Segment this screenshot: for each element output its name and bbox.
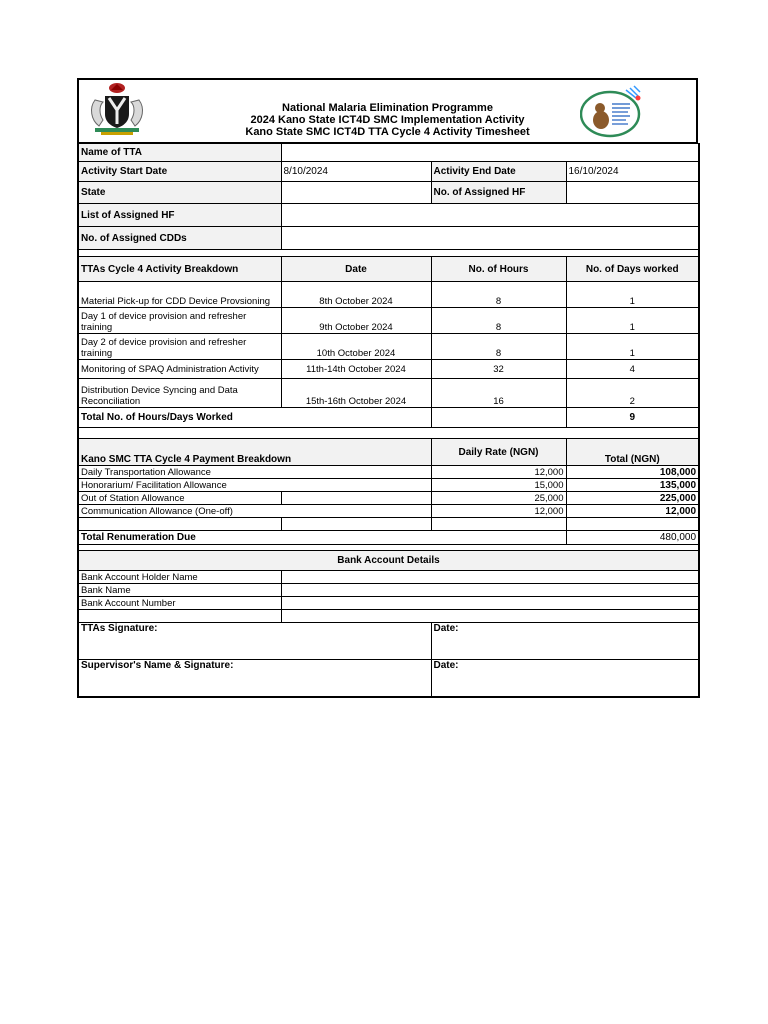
divider bbox=[78, 250, 699, 257]
activity-cell: Day 1 of device provision and refresher training bbox=[78, 308, 281, 334]
state-label: State bbox=[78, 182, 281, 204]
tta-signature-field[interactable]: TTAs Signature: bbox=[78, 623, 431, 660]
total-cell: 12,000 bbox=[566, 505, 699, 518]
daily-rate-cell[interactable]: 25,000 bbox=[431, 492, 566, 505]
total-renumeration-label: Total Renumeration Due bbox=[78, 531, 566, 545]
table-row bbox=[78, 334, 699, 360]
total-renumeration-value: 480,000 bbox=[566, 531, 699, 545]
empty-cell bbox=[566, 518, 699, 531]
empty-cell bbox=[431, 518, 566, 531]
state-field[interactable] bbox=[281, 182, 431, 204]
hours-header: No. of Hours bbox=[431, 257, 566, 282]
table-row bbox=[78, 505, 699, 518]
bank-number-label: Bank Account Number bbox=[78, 597, 281, 610]
activity-cell: Monitoring of SPAQ Administration Activity bbox=[78, 360, 281, 379]
name-of-tta-label: Name of TTA bbox=[78, 144, 281, 162]
total-ngn-header: Total (NGN) bbox=[566, 439, 699, 466]
days-cell[interactable]: 1 bbox=[566, 308, 699, 334]
payment-item: Honorarium/ Facilitation Allowance bbox=[78, 479, 431, 492]
total-renumeration-row bbox=[78, 531, 699, 545]
empty-cell bbox=[78, 610, 281, 623]
tta-signature-date-field[interactable]: Date: bbox=[431, 623, 699, 660]
cdds-field[interactable] bbox=[281, 227, 699, 250]
activity-end-date-value[interactable]: 16/10/2024 bbox=[566, 162, 699, 182]
daily-rate-cell[interactable]: 12,000 bbox=[431, 505, 566, 518]
days-cell[interactable]: 1 bbox=[566, 282, 699, 308]
hf-list-label: List of Assigned HF bbox=[78, 204, 281, 227]
daily-rate-cell[interactable]: 12,000 bbox=[431, 466, 566, 479]
supervisor-signature-field[interactable]: Supervisor's Name & Signature: bbox=[78, 660, 431, 697]
days-cell[interactable]: 1 bbox=[566, 334, 699, 360]
table-row bbox=[78, 282, 699, 308]
timesheet-table bbox=[77, 143, 700, 698]
total-hours-row bbox=[78, 408, 699, 428]
days-header: No. of Days worked bbox=[566, 257, 699, 282]
date-cell: 10th October 2024 bbox=[281, 334, 431, 360]
title-line-2: 2024 Kano State ICT4D SMC Implementation Activity bbox=[250, 114, 525, 126]
total-cell: 108,000 bbox=[566, 466, 699, 479]
title-line-1: National Malaria Elimination Programme bbox=[282, 102, 493, 114]
assigned-hf-count-field[interactable] bbox=[566, 182, 699, 204]
total-days-value: 9 bbox=[566, 408, 699, 428]
bank-name-label: Bank Name bbox=[78, 584, 281, 597]
table-row bbox=[78, 379, 699, 408]
hours-cell[interactable]: 8 bbox=[431, 282, 566, 308]
name-of-tta-field[interactable] bbox=[281, 144, 699, 162]
payment-header: Kano SMC TTA Cycle 4 Payment Breakdown bbox=[78, 439, 431, 466]
hours-cell[interactable]: 8 bbox=[431, 334, 566, 360]
activity-cell: Material Pick-up for CDD Device Provsioning bbox=[78, 282, 281, 308]
timesheet bbox=[77, 78, 698, 698]
date-header: Date bbox=[281, 257, 431, 282]
empty-cell bbox=[281, 518, 431, 531]
activity-cell: Distribution Device Syncing and Data Reconciliation bbox=[78, 379, 281, 408]
table-row bbox=[78, 360, 699, 379]
days-cell[interactable]: 2 bbox=[566, 379, 699, 408]
title-line-3: Kano State SMC ICT4D TTA Cycle 4 Activity Timesheet bbox=[245, 126, 530, 138]
assigned-hf-count-label: No. of Assigned HF bbox=[431, 182, 566, 204]
payment-item: Daily Transportation Allowance bbox=[78, 466, 431, 479]
days-cell[interactable]: 4 bbox=[566, 360, 699, 379]
bank-holder-field[interactable] bbox=[281, 571, 699, 584]
smc-logo-icon bbox=[580, 84, 644, 138]
activity-header: TTAs Cycle 4 Activity Breakdown bbox=[78, 257, 281, 282]
empty-cell bbox=[281, 610, 699, 623]
payment-item: Communication Allowance (One-off) bbox=[78, 505, 431, 518]
table-row bbox=[78, 518, 699, 531]
supervisor-signature-date-field[interactable]: Date: bbox=[431, 660, 699, 697]
activity-start-date-value[interactable]: 8/10/2024 bbox=[281, 162, 431, 182]
activity-cell: Day 2 of device provision and refresher training bbox=[78, 334, 281, 360]
table-row bbox=[78, 466, 699, 479]
hours-cell[interactable]: 32 bbox=[431, 360, 566, 379]
date-cell: 9th October 2024 bbox=[281, 308, 431, 334]
sheet-header bbox=[77, 78, 698, 143]
table-row bbox=[78, 308, 699, 334]
cdds-label: No. of Assigned CDDs bbox=[78, 227, 281, 250]
hf-list-field[interactable] bbox=[281, 204, 699, 227]
activity-start-date-label: Activity Start Date bbox=[78, 162, 281, 182]
date-cell: 8th October 2024 bbox=[281, 282, 431, 308]
total-hours-label: Total No. of Hours/Days Worked bbox=[78, 408, 431, 428]
bank-details-title: Bank Account Details bbox=[78, 551, 699, 571]
hours-cell[interactable]: 8 bbox=[431, 308, 566, 334]
daily-rate-cell[interactable]: 15,000 bbox=[431, 479, 566, 492]
total-cell: 225,000 bbox=[566, 492, 699, 505]
date-cell: 11th-14th October 2024 bbox=[281, 360, 431, 379]
table-row bbox=[78, 479, 699, 492]
bank-holder-label: Bank Account Holder Name bbox=[78, 571, 281, 584]
activity-end-date-label: Activity End Date bbox=[431, 162, 566, 182]
bank-name-field[interactable] bbox=[281, 584, 699, 597]
payment-item-extra bbox=[281, 492, 431, 505]
table-row bbox=[78, 492, 699, 505]
daily-rate-header: Daily Rate (NGN) bbox=[431, 439, 566, 466]
bank-number-field[interactable] bbox=[281, 597, 699, 610]
empty-cell bbox=[78, 518, 281, 531]
hours-cell[interactable]: 16 bbox=[431, 379, 566, 408]
total-cell: 135,000 bbox=[566, 479, 699, 492]
total-hours-value bbox=[431, 408, 566, 428]
date-cell: 15th-16th October 2024 bbox=[281, 379, 431, 408]
payment-item: Out of Station Allowance bbox=[78, 492, 281, 505]
divider bbox=[78, 428, 699, 439]
